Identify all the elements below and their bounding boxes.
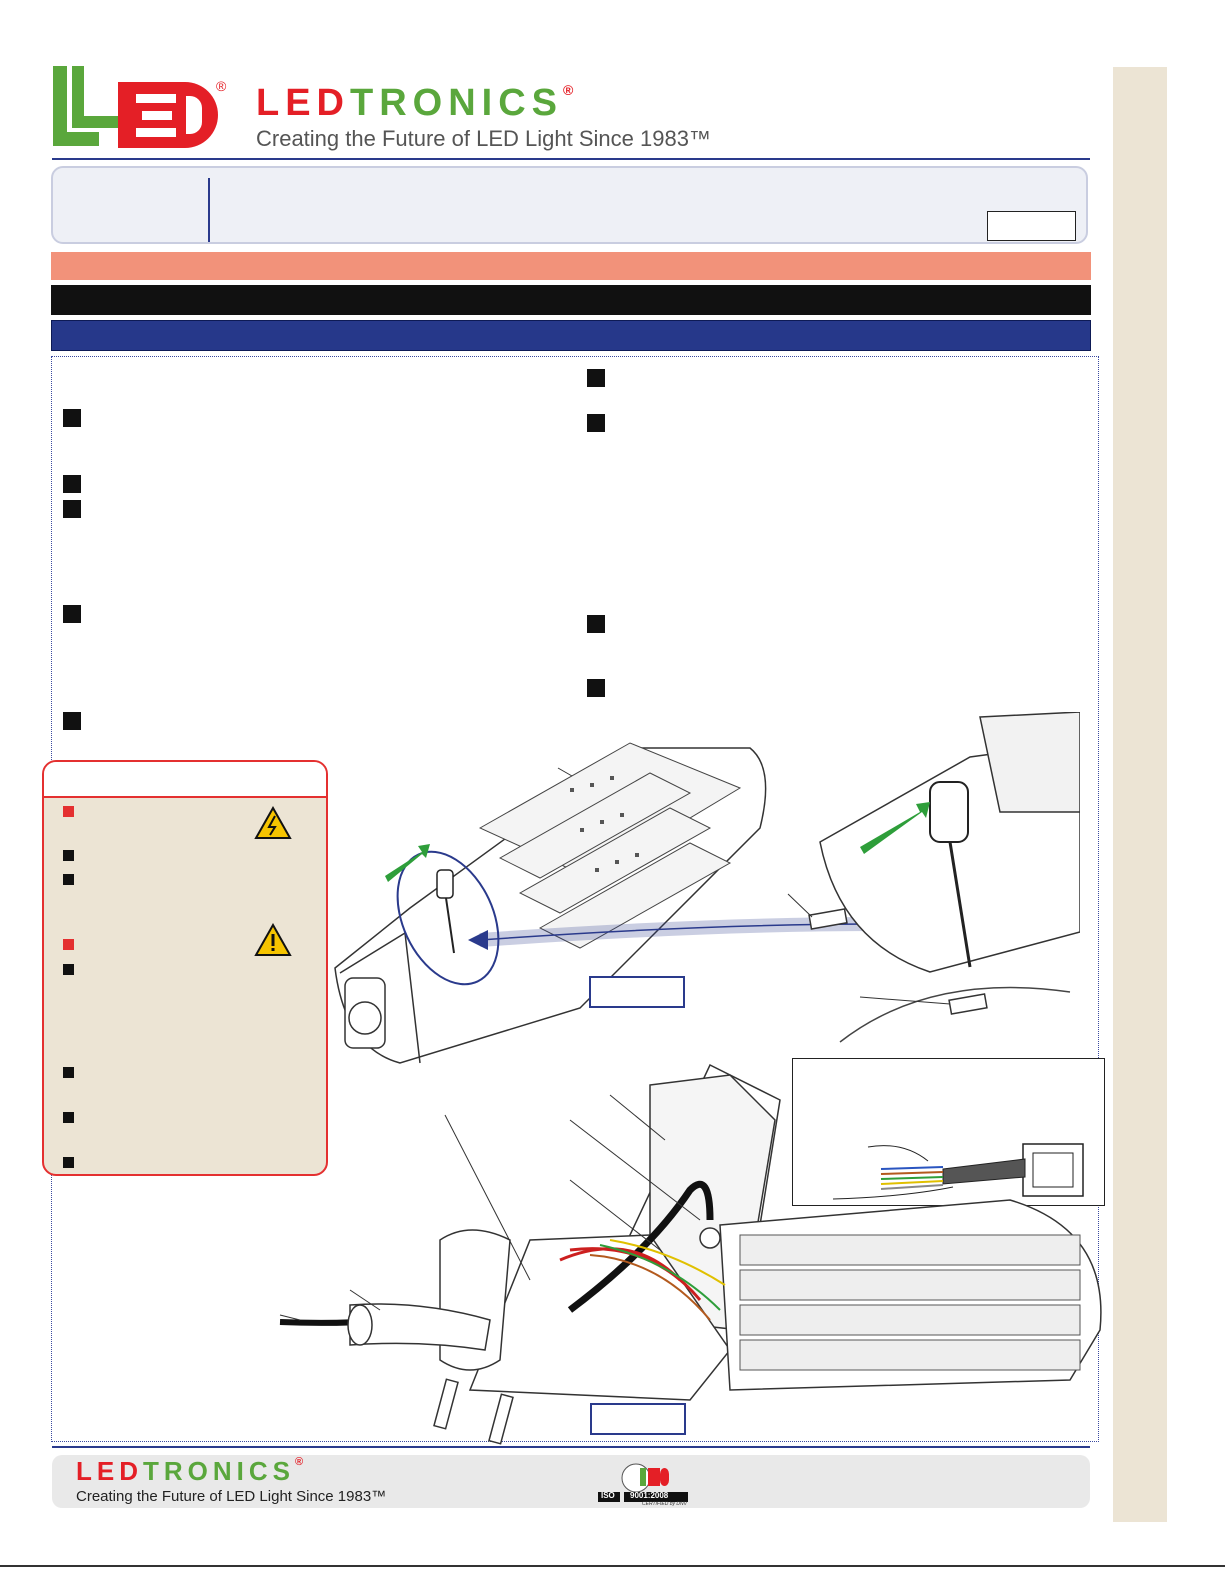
iso-label: ISO bbox=[601, 1491, 615, 1500]
iso-number: 9001:2008 bbox=[630, 1491, 669, 1500]
step-marker bbox=[587, 615, 605, 633]
figure-label-1 bbox=[589, 976, 685, 1008]
step-marker bbox=[63, 409, 81, 427]
warning-bullet bbox=[63, 1067, 74, 1078]
footer-brand-led: LED bbox=[76, 1456, 143, 1486]
header-info-box bbox=[51, 166, 1088, 244]
step-marker bbox=[63, 475, 81, 493]
warning-bullet bbox=[63, 1112, 74, 1123]
fixture-detail-figure bbox=[780, 712, 1080, 1057]
caution-icon bbox=[254, 923, 292, 957]
step-marker bbox=[587, 679, 605, 697]
warning-bullet bbox=[63, 806, 74, 817]
footer-tagline: Creating the Future of LED Light Since 1983™ bbox=[76, 1488, 387, 1505]
brand-part-led: LED bbox=[256, 82, 350, 124]
title-band-black bbox=[51, 285, 1091, 315]
header-code-box bbox=[987, 211, 1076, 241]
step-marker bbox=[63, 605, 81, 623]
footer-rule bbox=[52, 1446, 1090, 1448]
arrow-icon bbox=[385, 844, 430, 882]
brand-registered: ® bbox=[563, 82, 574, 98]
iso-certification-badge bbox=[598, 1462, 688, 1506]
warning-bullet bbox=[63, 1157, 74, 1168]
header-rule bbox=[52, 158, 1090, 160]
warning-bullet bbox=[63, 939, 74, 950]
brand-wordmark bbox=[256, 82, 573, 125]
header-divider bbox=[208, 178, 210, 242]
brand-part-tronics: TRONICS bbox=[350, 82, 563, 124]
iso-certified-by: CERTIFIED by DNV bbox=[642, 1501, 687, 1507]
footer-registered: ® bbox=[295, 1456, 304, 1468]
fixture-wiring-figure bbox=[270, 1060, 1105, 1445]
warning-bullet bbox=[63, 850, 74, 861]
page-bottom-rule bbox=[0, 1565, 1225, 1567]
step-marker bbox=[63, 712, 81, 730]
warning-bullet bbox=[63, 874, 74, 885]
right-sidebar bbox=[1113, 67, 1167, 1522]
warning-box-header bbox=[44, 762, 326, 798]
fixture-figure-1 bbox=[330, 728, 780, 1068]
title-band-orange bbox=[51, 252, 1091, 280]
section-band-blue bbox=[51, 320, 1091, 351]
footer-brand-tronics: TRONICS bbox=[143, 1456, 295, 1486]
step-marker bbox=[587, 369, 605, 387]
warning-bullet bbox=[63, 964, 74, 975]
step-marker bbox=[587, 414, 605, 432]
logo-registered: ® bbox=[216, 78, 227, 94]
electrical-hazard-icon bbox=[254, 806, 292, 840]
footer-brand bbox=[76, 1456, 303, 1487]
step-marker bbox=[63, 500, 81, 518]
header-tagline: Creating the Future of LED Light Since 1983™ bbox=[256, 126, 711, 151]
